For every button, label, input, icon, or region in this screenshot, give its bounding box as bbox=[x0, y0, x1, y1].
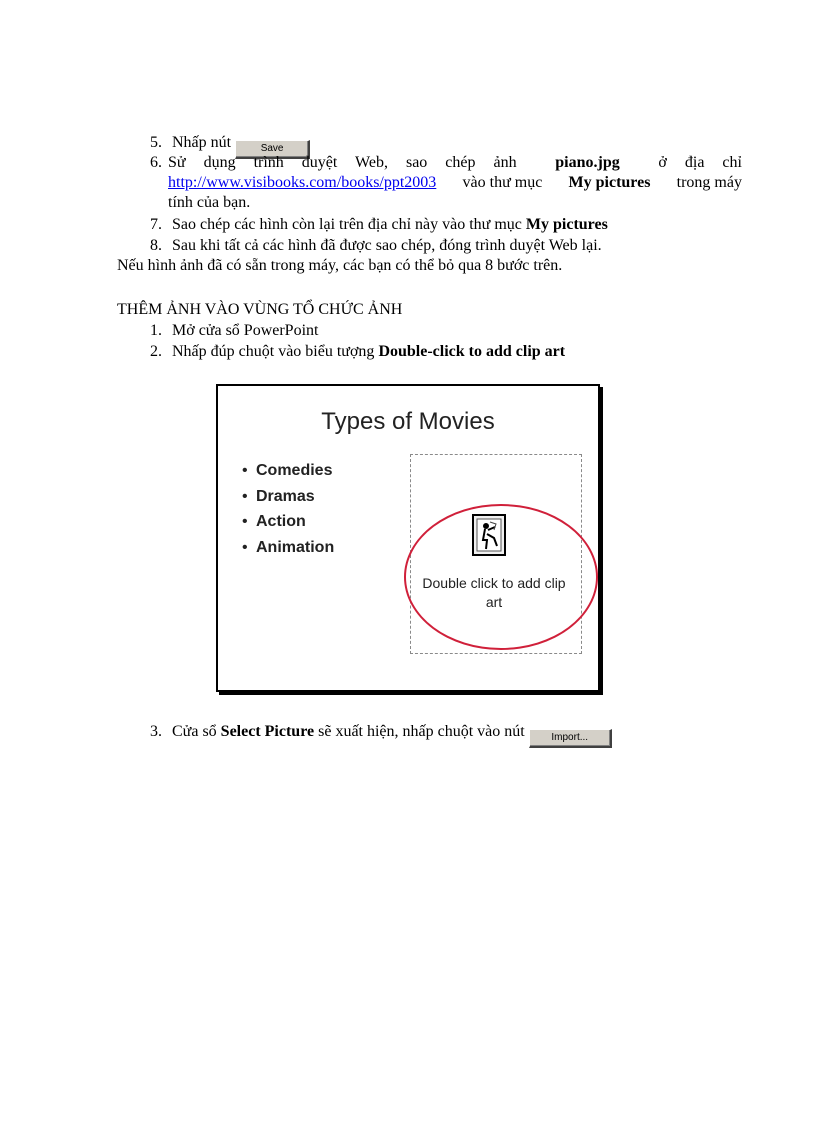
step-6-text-e: tính của bạn. bbox=[168, 194, 251, 211]
step-8-text: Sau khi tất cả các hình đã được sao chép, đóng trình duyệt Web lại. bbox=[172, 237, 602, 254]
bullet-text: Comedies bbox=[256, 462, 333, 479]
slide-bullet-item bbox=[242, 535, 334, 561]
step-6-file-name: piano.jpg bbox=[555, 154, 620, 171]
step-6-line-1 bbox=[168, 153, 742, 172]
slide-bullet-item bbox=[242, 484, 334, 510]
section-step-3-text-b: sẽ xuất hiện, nhấp chuột vào nút bbox=[318, 723, 525, 740]
section-step-2 bbox=[140, 342, 565, 361]
bullet-text: Action bbox=[256, 513, 306, 530]
bullet-dot: • bbox=[242, 487, 248, 505]
section-step-2-bold: Double-click to add clip art bbox=[378, 343, 566, 360]
section-step-1-text: Mở cửa sổ PowerPoint bbox=[172, 322, 319, 339]
step-7 bbox=[140, 215, 608, 234]
section-step-2-text: Nhấp đúp chuột vào biểu tượng bbox=[172, 343, 375, 360]
clip-art-label: Double click to add clip art bbox=[422, 575, 566, 610]
step-7-text: Sao chép các hình còn lại trên địa chỉ này vào thư mục bbox=[172, 216, 522, 233]
import-button-image: Import... bbox=[529, 729, 612, 748]
step-7-number: 7. bbox=[150, 216, 162, 233]
visibooks-link[interactable]: http://www.visibooks.com/books/ppt2003 bbox=[168, 174, 437, 191]
bullet-dot: • bbox=[242, 538, 248, 556]
step-7-folder-name: My pictures bbox=[525, 216, 608, 233]
step-6-text-b: ở địa chỉ bbox=[658, 154, 742, 171]
bullet-dot: • bbox=[242, 513, 248, 530]
step-5-text: Nhấp nút bbox=[172, 134, 232, 151]
section-step-1 bbox=[140, 321, 318, 340]
section-step-3-bold: Select Picture bbox=[220, 723, 315, 740]
save-button-image: Save bbox=[235, 140, 310, 159]
step-8-number: 8. bbox=[150, 237, 162, 254]
bullet-text: Animation bbox=[256, 538, 335, 556]
step-6-number-wrap bbox=[140, 153, 162, 172]
note-paragraph: Nếu hình ảnh đã có sẵn trong máy, các bạn có thể bỏ qua 8 bước trên. bbox=[117, 257, 563, 274]
slide-bullet-item bbox=[242, 458, 334, 484]
slide-bullet-list bbox=[242, 458, 334, 560]
bullet-text: Dramas bbox=[256, 487, 315, 505]
step-8 bbox=[140, 236, 602, 255]
step-6-text-a: Sử dụng trình duyệt Web, sao chép ảnh bbox=[168, 154, 517, 171]
step-5-number: 5. bbox=[150, 134, 162, 151]
step-6-text-d: trong máy bbox=[676, 174, 742, 191]
slide-bullet-item bbox=[242, 509, 334, 535]
step-6-number: 6. bbox=[150, 154, 162, 171]
section-step-2-number: 2. bbox=[150, 343, 162, 360]
section-step-3-number: 3. bbox=[150, 723, 162, 740]
slide-screenshot bbox=[216, 384, 600, 692]
section-heading: THÊM ẢNH VÀO VÙNG TỔ CHỨC ẢNH bbox=[117, 301, 403, 318]
clip-art-icon bbox=[472, 514, 506, 556]
section-step-3-text-a: Cửa sổ bbox=[172, 723, 217, 740]
section-step-1-number: 1. bbox=[150, 322, 162, 339]
step-6-folder-name: My pictures bbox=[568, 174, 651, 191]
step-6-line-2 bbox=[168, 173, 742, 192]
slide-title: Types of Movies bbox=[321, 408, 495, 435]
step-6-text-c: vào thư mục bbox=[462, 174, 543, 191]
section-step-3 bbox=[140, 722, 612, 748]
bullet-dot: • bbox=[242, 462, 248, 479]
